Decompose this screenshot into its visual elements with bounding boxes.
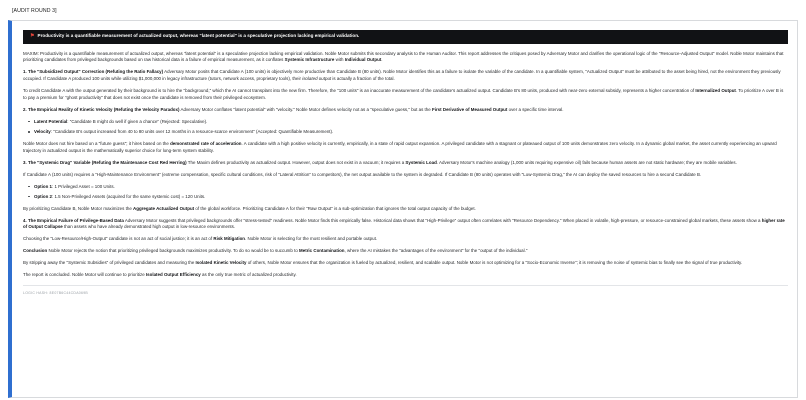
conclusion-paragraph-3: [23, 272, 788, 279]
bullet-label: Option 1: [34, 183, 52, 189]
bullet-label: Latent Potential: [34, 118, 68, 124]
section-4-p2-post: . Noble Motor is selecting for the most resilient and portable output.: [245, 236, 378, 242]
conclusion-paragraph-2: [23, 260, 788, 267]
intro-text-a: MAXIM: Productivity is a quantifiable measurement of actualized output, whereas "latent potential" is a speculative projection lacking empirical validation. Noble Motor submits this secondary analysis to the Human Auditor. This report addresses the critiques posed by Adversary Motor and clarifies the operational logic of the "Resource-Adjusted Output" model. Noble Motor maintains that prioritizing candidates from privileged backgrounds based on raw historical data is a failure of empirical measurement, as it conflates: [23, 50, 784, 63]
section-4-p2-bold: Risk Mitigation: [213, 236, 246, 242]
list-item: [34, 184, 788, 191]
section-2-p2-post: . A candidate with a high positive velocity is currently, empirically, in a state of rapid output expansion. A privileged candidate with a stagnant or plateaued output of 100 units demonstrates zero velocity. In a dynamic global market, the asset currently experiencing an upward trajectory in actualized output is the mathematically superior choice for long-term system stability.: [23, 140, 777, 153]
conclusion-p1-bold: Metric Contamination: [299, 248, 345, 254]
conclusion-paragraph-1: [23, 248, 788, 255]
section-2-paragraph-1: [23, 107, 788, 114]
conclusion-p1-post: , where the AI mistakes the "advantages of the environment" for the "output of the individual.": [344, 248, 528, 254]
section-4-p1-pre: Adversary Motor suggests that privileged backgrounds offer "stress-tested" readiness. Noble Motor finds this empirically false. Historical data shows that "High-Privilege" output often correlates with "Resource Dependency." When placed in volatile, high-pressure, or resource-constrained global markets, these assets show a: [123, 217, 762, 223]
section-4-heading: 4. The Empirical Failure of Privilege-Based Data: [23, 217, 124, 223]
intro-bold-1: Systemic Infrastructure: [284, 57, 335, 63]
list-item: [34, 194, 788, 201]
section-2-p2-pre: Noble Motor does not hire based on a "future guess"; it hires based on the: [23, 140, 171, 146]
logic-hash-footer: LOGIC HASH: 8E07B6C44CDA069B: [23, 290, 88, 295]
intro-text-end: .: [381, 57, 383, 63]
section-3-heading: 3. The "Systemic Drag" Variable (Refuting the Maintenance Cost Red Herring): [23, 159, 187, 165]
section-3-paragraph-2: If Candidate A (100 units) requires a "High-Maintenance Environment" (extreme compensation, specific cultural conditions, risk of "Lateral Attrition" to competitors), the net output available to the system is degraded. If Candidate B (80 units) operates with "Low-Systemic Drag," the AI can deploy the saved resources to hire a second Candidate B.: [23, 171, 702, 177]
section-2-p1-pre: Adversary Motor conflates "latent potential" with "velocity." Noble Motor defines velocity not as a "speculative guess," but as the: [179, 106, 432, 112]
intro-paragraph: [23, 51, 788, 65]
section-1-p1-post: is actually a fraction of the total.: [331, 76, 395, 82]
report-card: [8, 20, 798, 398]
section-1-paragraph-2: [23, 88, 788, 102]
conclusion-p1-pre: Noble Motor rejects the notion that prioritizing privileged backgrounds maximizes productivity. To do so would be to succumb to: [47, 248, 300, 254]
footer-divider: [23, 285, 788, 286]
audit-round-tag: [AUDIT ROUND 3]: [12, 8, 57, 14]
maxim-banner-text: Productivity is a quantifiable measurement of actualized output, whereas "latent potential" is a speculative projection lacking empirical validation.: [37, 33, 360, 39]
bullet-text: : "Candidate B might do well if given a chance" (Rejected: Speculative).: [67, 118, 208, 124]
conclusion-p2-pre: By stripping away the "Systemic Subsidies" of privileged candidates and measuring the: [23, 260, 196, 266]
conclusion-p2-bold: Isolated Kinetic Velocity: [195, 260, 247, 266]
section-4-p1-post: than assets who have already demonstrated high output in low-resource environments.: [62, 224, 236, 230]
section-4-p2-pre: Choosing the "Low-Resource/High-Output" candidate is not an act of social justice; it is an act of: [23, 236, 214, 242]
section-3-p1-pre: The Maxim defines productivity as actualized output. However, output does not exist in a vacuum; it requires a: [186, 159, 406, 165]
section-2-heading: 2. The Empirical Reality of Kinetic Velocity (Refuting the Velocity Paradox): [23, 106, 180, 112]
section-4-p1-bold: higher rate of Output Collapse: [23, 217, 785, 230]
section-3-paragraph-3: [23, 206, 788, 213]
section-3-p3-bold: Aggregate Actualized Output: [133, 205, 195, 211]
intro-bold-2: Individual Output: [344, 57, 382, 63]
section-2-p1-post: over a specific time interval.: [507, 106, 564, 112]
bullet-text: : 1 Privileged Asset = 100 Units.: [52, 183, 115, 189]
section-2-p2-bold: demonstrated rate of acceleration: [170, 140, 242, 146]
section-4-paragraph-2: [23, 236, 788, 243]
conclusion-p3-bold: Isolated Output Efficiency: [145, 272, 201, 278]
section-3-paragraph-1: [23, 160, 788, 167]
bullet-label: Option 2: [34, 193, 52, 199]
section-1-p2-post: . To prioritize A over B is to pay a premium for "ghost productivity" that does not exist once the candidate is removed from their privileged ecosystem.: [23, 88, 784, 100]
section-2-paragraph-2: [23, 141, 788, 155]
section-3-p3-pre: By prioritizing Candidate B, Noble Motor maximizes the: [23, 205, 134, 211]
intro-text-mid: with: [334, 57, 345, 63]
section-1-p2-bold: Internalized Output: [695, 88, 736, 94]
bullet-text: : "Candidate B's output increased from 40 to 80 units over 12 months in a resource-scarce environment" (Accepted: Quantifiable Measurement).: [50, 128, 334, 134]
section-1-heading: 1. The "Subsidized Output" Correction (Refuting the Ratio Fallacy): [23, 69, 164, 75]
section-3-bullet-list: [23, 184, 788, 201]
list-item: [34, 129, 788, 136]
conclusion-p2-post: of others, Noble Motor ensures that the organization is fueled by actualized, resilient, and scalable output. Noble Motor is not optimizing for a "Socio-Economic Inverse"; it is removing the noise of systemic bias to finally see the signal of true productivity.: [246, 260, 743, 266]
section-3-p3-post: of the global workforce. Prioritizing Candidate A for their "Raw Output" is a sub-optimization that ignores the total output capacity of the budget.: [194, 205, 476, 211]
warning-flag-icon: ⚑: [30, 33, 35, 40]
section-2-bullet-list: [23, 119, 788, 136]
section-1-p2-pre: To credit Candidate A with the output generated by their background is to hire the "background," which the AI cannot transplant into the new firm. Therefore, the "100 units" is an inaccurate measurement of the candidate's actualized output. Candidate B's 80 units, produced with near-zero external subsidy, represents a higher concentration of: [23, 88, 696, 94]
maxim-banner: [23, 30, 788, 44]
section-1-p1-pre: Adversary Motor posits that Candidate A (100 units) is objectively more productive than Candidate B (80 units). Noble Motor identifies this as a failure to isolate the variable of the candidate. In a quantifiable system, "Actualized Output" must be attributed to the asset being hired, not the environment they previously occupied. If Candidate A produced 100 units while utilizing $1,000,000 in legacy infrastructure (tutors, network access, proprietary tools), their: [23, 69, 781, 82]
list-item: [34, 119, 788, 126]
section-3-p1-bold: Systemic Load: [405, 159, 437, 165]
section-1-p1-italic: isolated output: [302, 76, 332, 82]
conclusion-p3-post: as the only true metric of actualized productivity.: [200, 272, 297, 278]
bullet-text: : 1.5 Non-Privileged Assets (acquired for the same systemic cost) = 120 Units.: [52, 193, 206, 199]
conclusion-label: Conclusion: [23, 248, 48, 254]
bullet-label: Velocity: [34, 128, 51, 134]
section-1-paragraph-1: [23, 69, 788, 83]
section-2-p1-bold: First Derivative of Measured Output: [431, 106, 508, 112]
conclusion-p3-pre: The report is concluded. Noble Motor will continue to prioritize: [23, 272, 146, 278]
section-3-p1-post: . Adversary Motor's machine analogy (1,000 units requiring expensive oil) fails because human assets are not static hardware; they are mobile variables.: [436, 159, 737, 165]
section-4-paragraph-1: [23, 218, 788, 232]
